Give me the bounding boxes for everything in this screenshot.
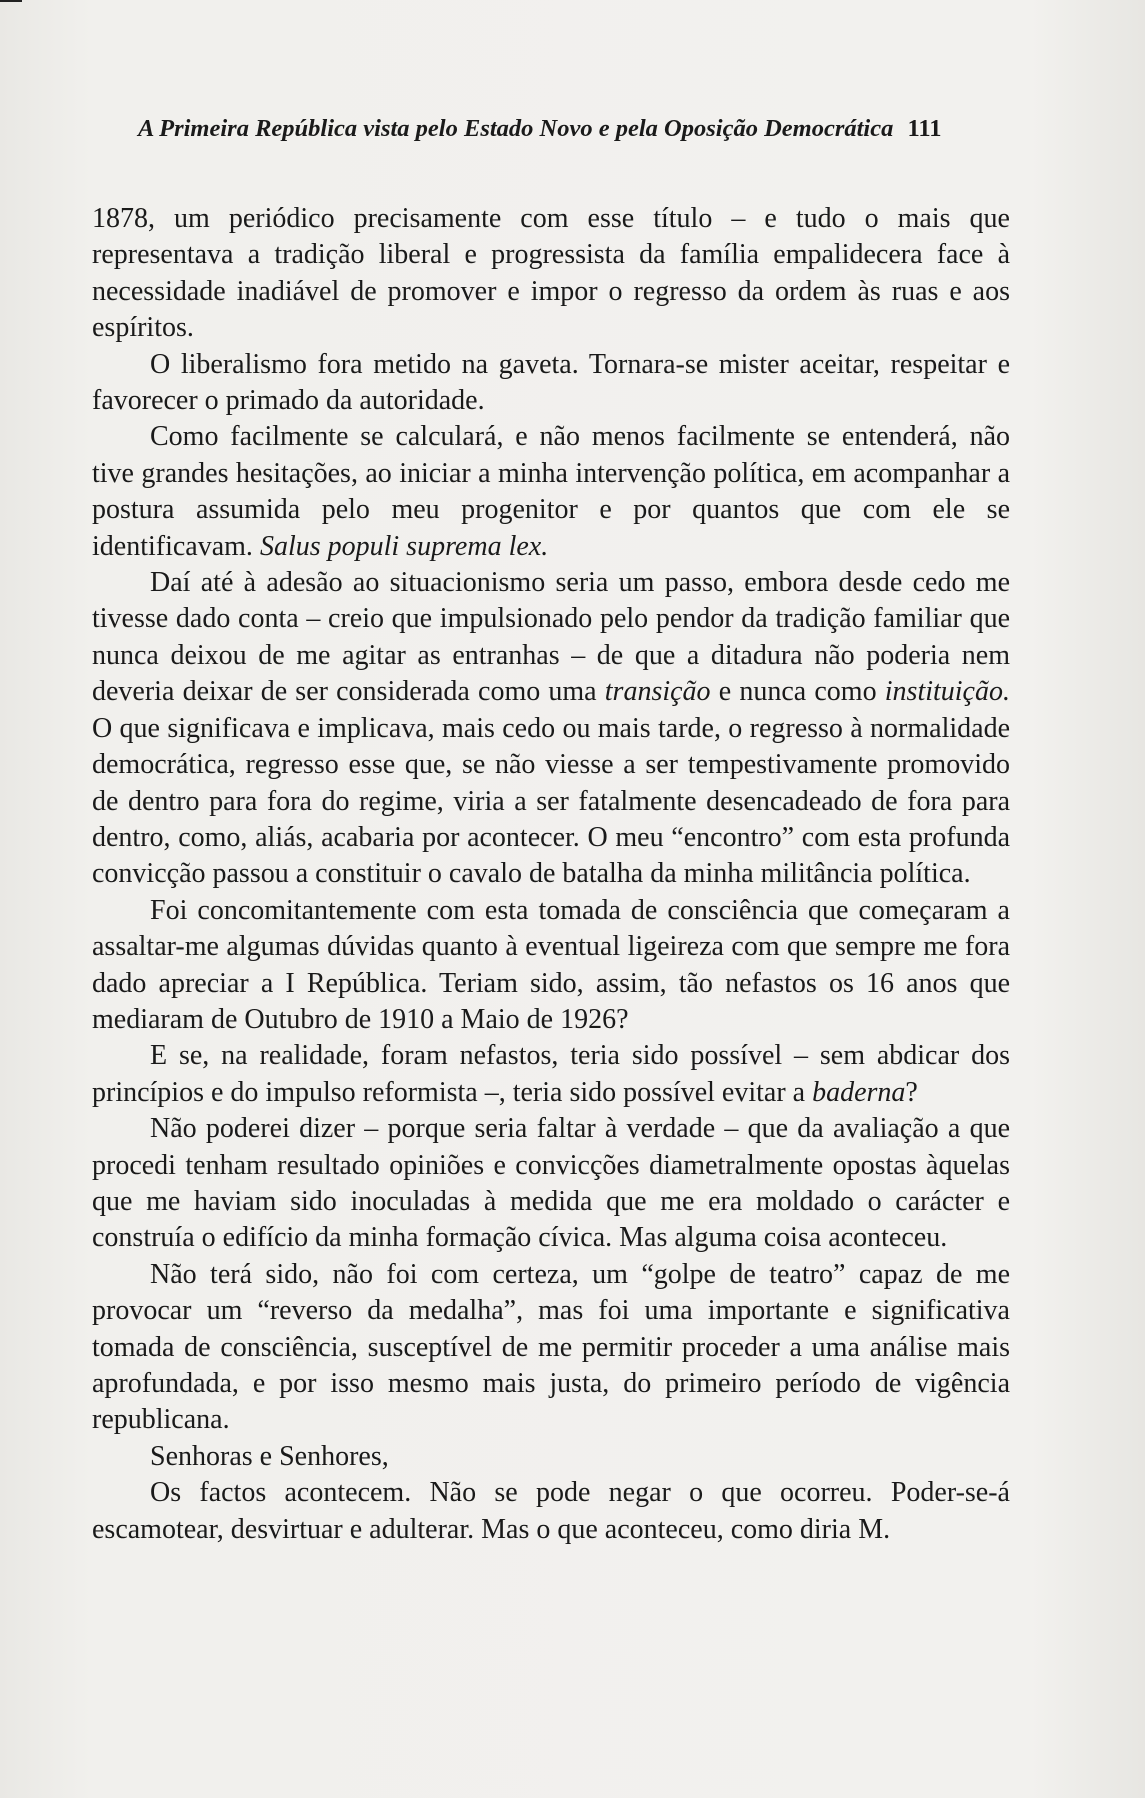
paragraph: [92, 893, 1010, 1039]
paragraph-text: e nunca como: [710, 676, 885, 708]
page-number: 111: [907, 115, 942, 142]
paragraph-text: Não poderei dizer – porque seria faltar à verdade – que da avaliação a que procedi tenham resultado opiniões e convicções diametralmente opostas àquelas que me haviam sido inoculadas à medida que me era moldado o carácter e construía o edifício da minha formação cívica. Mas alguma coisa aconteceu.: [92, 1113, 1010, 1254]
paragraph-text: Daí até à adesão ao situacionismo seria um passo, embora desde cedo me tivesse dado conta – creio que impulsionado pelo pendor da tradição familiar que nunca deixou de me agitar as entranhas – de que a ditadura não poderia nem deveria deixar de ser considerada como uma: [92, 567, 1010, 708]
paragraph-text: Não terá sido, não foi com certeza, um “golpe de teatro” capaz de me provocar um “reverso da medalha”, mas foi uma importante e significativa tomada de consciência, susceptível de me permitir proceder a uma análise mais aprofundada, e por isso mesmo mais justa, do primeiro período de vigência republicana.: [92, 1258, 1010, 1436]
running-header: [138, 114, 1010, 144]
italic-text: Salus populi suprema lex.: [259, 530, 549, 562]
running-header-title: A Primeira República vista pelo Estado Novo e pela Oposição Democrática: [138, 115, 894, 142]
paragraph-text: Foi concomitantemente com esta tomada de consciência que começaram a assaltar-me algumas dúvidas quanto à eventual ligeireza com que sempre me fora dado apreciar a I República. Teriam sido, assim, tão nefastos os 16 anos que mediaram de Outubro de 1910 a Maio de 1926?: [92, 894, 1010, 1035]
paragraph-text: O que significava e implicava, mais cedo ou mais tarde, o regresso à normalidade democrática, regresso esse que, se não viesse a ser tempestivamente promovido de dentro para fora do regime, viria a ser fatalmente desencadeado de fora para dentro, como, aliás, acabaria por acontecer. O meu “encontro” com esta profunda convicção passou a constituir o cavalo de batalha da minha militância política.: [92, 712, 1010, 890]
paragraph: [92, 201, 1010, 347]
paragraph: [92, 419, 1010, 565]
paragraph-text: E se, na realidade, foram nefastos, teria sido possível – sem abdicar dos princípios e do impulso reformista –, teria sido possível evitar a: [92, 1040, 1010, 1108]
paragraph-text: O liberalismo fora metido na gaveta. Tornara-se mister aceitar, respeitar e favorecer o primado da autoridade.: [92, 348, 1010, 417]
paragraph: [92, 565, 1010, 893]
paragraph: [92, 1111, 1010, 1257]
paragraph: [92, 1475, 1010, 1548]
paragraph-text: Como facilmente se calculará, e não menos facilmente se entenderá, não tive grandes hesitações, ao iniciar a minha intervenção política, em acompanhar a postura assumida pelo meu progenitor e por quantos que com ele se identificavam.: [92, 421, 1010, 562]
paragraph-text: Os factos acontecem. Não se pode negar o que ocorreu. Poder-se-á escamotear, desvirtuar e adulterar. Mas o que aconteceu, como diria M.: [92, 1477, 1010, 1545]
paragraph-text: Senhoras e Senhores,: [150, 1440, 389, 1472]
paragraph: [92, 347, 1010, 420]
paragraph: [92, 1439, 1010, 1475]
italic-text: transição: [604, 676, 711, 708]
paragraph: [92, 1257, 1010, 1439]
scan-edge-mark: [0, 0, 22, 2]
italic-text: instituição.: [884, 676, 1010, 708]
paragraph-text: 1878, um periódico precisamente com esse título – e tudo o mais que representava a tradição liberal e progressista da família empalidecera face à necessidade inadiável de promover e impor o regresso da ordem às ruas e aos espíritos.: [92, 203, 1010, 344]
body-text: [92, 201, 1010, 1548]
italic-text: baderna: [812, 1076, 906, 1108]
paragraph-text: ?: [905, 1076, 918, 1108]
paragraph: [92, 1038, 1010, 1111]
